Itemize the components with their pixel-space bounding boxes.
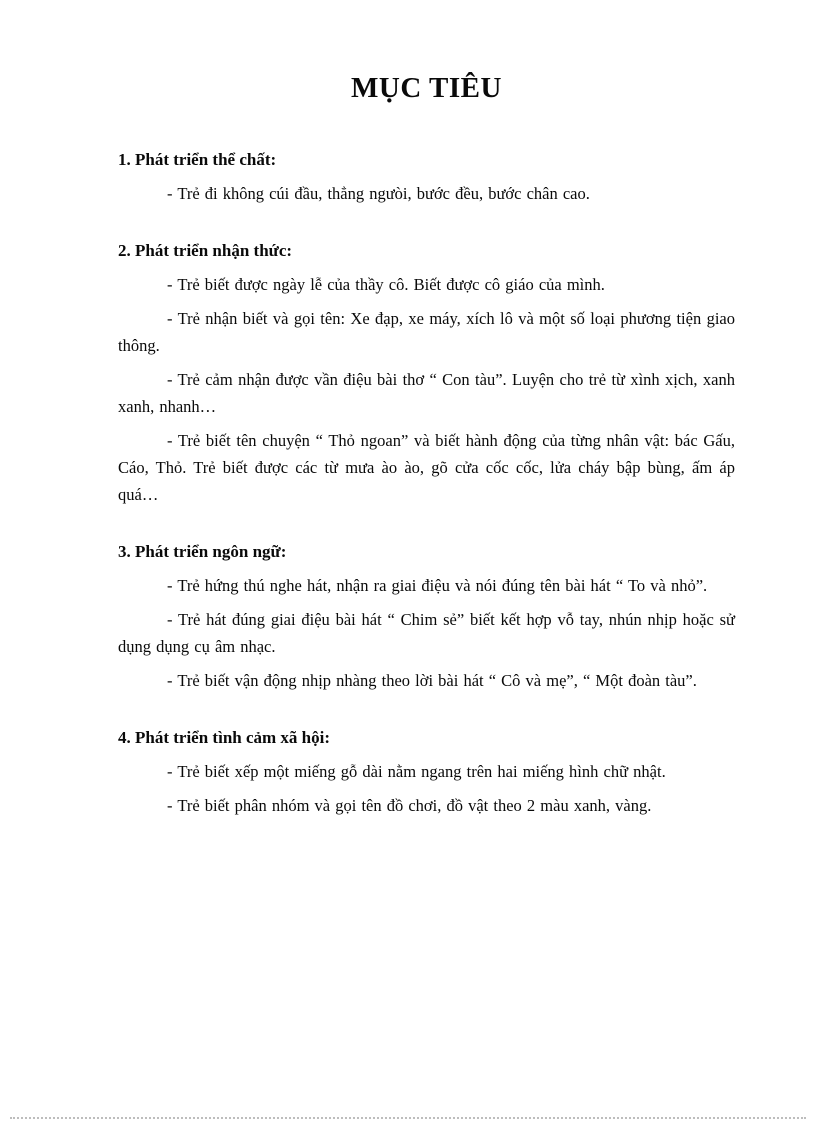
section-heading: 1. Phát triển thể chất: [118,150,277,169]
paragraph: - Trẻ biết được ngày lễ của thầy cô. Biết được cô giáo của mình. [167,275,605,294]
paragraph: - Trẻ biết phân nhóm và gọi tên đồ chơi, đồ vật theo 2 màu xanh, vàng. [167,796,652,815]
section-social-emotional-development [118,724,735,819]
paragraph: - Trẻ biết xếp một miếng gỗ dài nằm ngang trên hai miếng hình chữ nhật. [167,762,666,781]
section-cognitive-development [118,237,735,508]
paragraph: - Trẻ biết tên chuyện “ Thỏ ngoan” và biết hành động của từng nhân vật: bác Gấu, Cáo, Thỏ. Trẻ biết được các từ mưa ào ào, gõ cửa cốc cốc, lửa cháy bập bùng, ấm áp quá… [118,431,735,504]
paragraph: - Trẻ hát đúng giai điệu bài hát “ Chim sẻ” biết kết hợp vỗ tay, nhún nhịp hoặc sử dụng dụng cụ âm nhạc. [118,610,735,656]
paragraph: - Trẻ đi không cúi đầu, thẳng ngưòi, bước đều, bước chân cao. [167,184,590,203]
paragraph: - Trẻ hứng thú nghe hát, nhận ra giai điệu và nói đúng tên bài hát “ To và nhỏ”. [167,576,708,595]
paragraph: - Trẻ cảm nhận được vần điệu bài thơ “ Con tàu”. Luyện cho trẻ từ xình xịch, xanh xanh, nhanh… [118,370,735,416]
page-title: MỤC TIÊU [351,72,502,104]
section-language-development [118,538,735,694]
section-heading: 3. Phát triển ngôn ngữ: [118,542,287,561]
paragraph: - Trẻ nhận biết và gọi tên: Xe đạp, xe máy, xích lô và một số loại phương tiện giao thông. [118,309,735,355]
page-bottom-dotted-divider [10,1117,806,1119]
section-heading: 2. Phát triển nhận thức: [118,241,293,260]
section-physical-development [118,146,735,207]
paragraph: - Trẻ biết vận động nhịp nhàng theo lời bài hát “ Cô và mẹ”, “ Một đoàn tàu”. [167,671,697,690]
section-heading: 4. Phát triển tình cảm xã hội: [118,728,331,747]
